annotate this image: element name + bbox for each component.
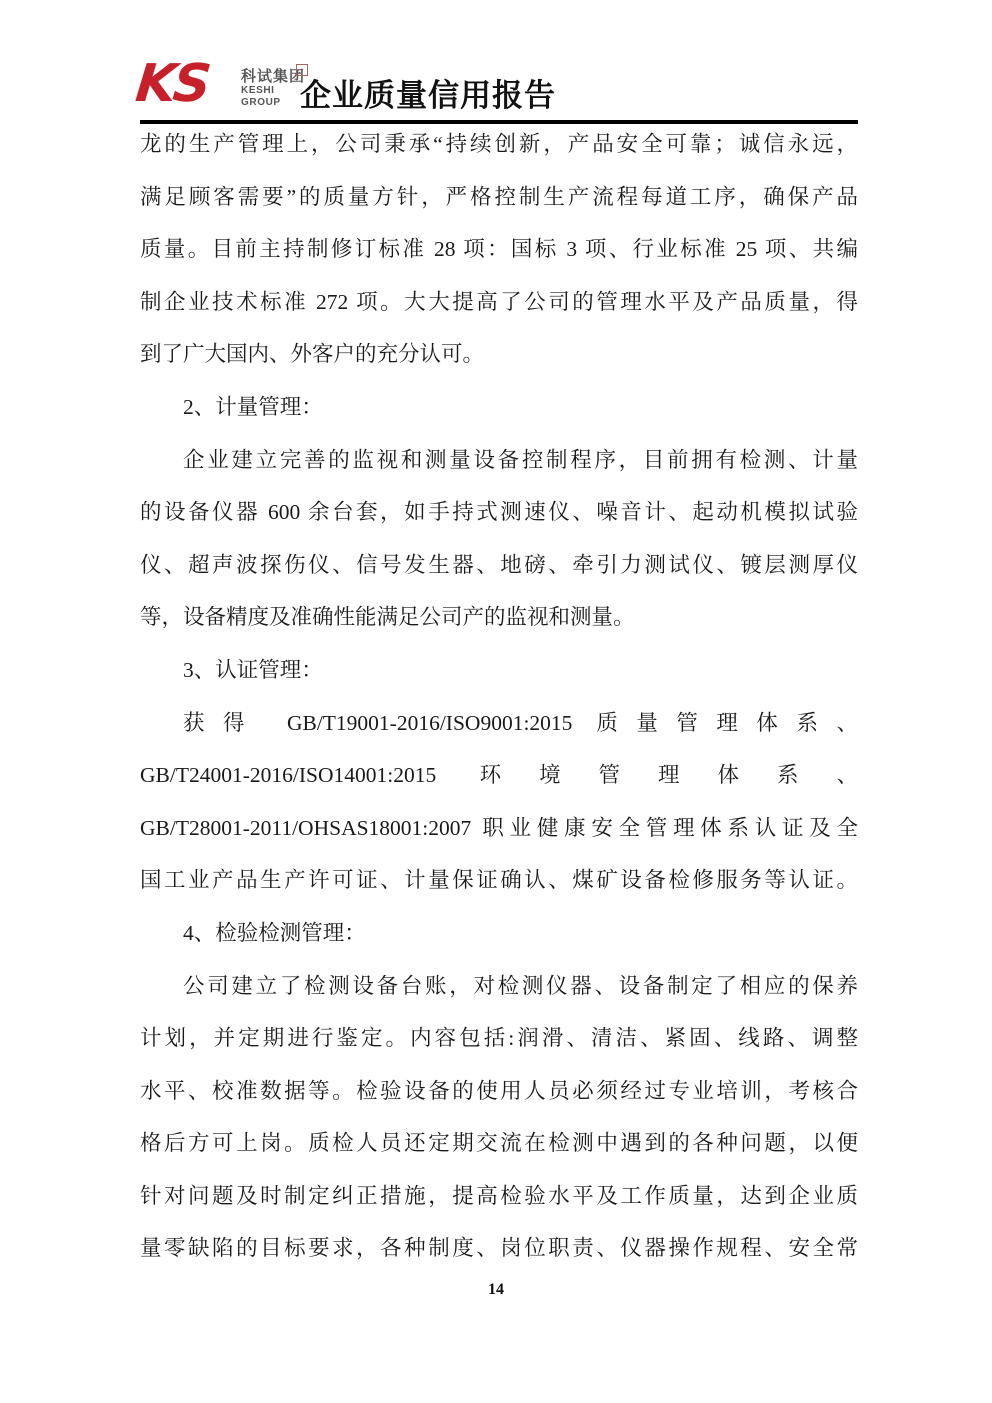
- text-line: 量零缺陷的目标要求，各种制度、岗位职责、仪器操作规程、安全常: [140, 1236, 858, 1261]
- text-line: 的设备仪器 600 余台套，如手持式测速仪、噪音计、起动机模拟试验: [140, 500, 858, 525]
- page-title: 企业质量信用报告: [300, 78, 556, 113]
- text-line: 国工业产品生产许可证、计量保证确认、煤矿设备检修服务等认证。: [140, 868, 858, 893]
- text-line: 水平、校准数据等。检验设备的使用人员必须经过专业培训，考核合: [140, 1078, 858, 1103]
- document-body: [140, 118, 858, 1275]
- company-name-english-line1: KESHI: [241, 85, 275, 96]
- page-number: 14: [488, 1281, 504, 1298]
- text-line: 到了广大国内、外客户的充分认可。: [140, 342, 485, 367]
- trademark-square-icon: [296, 64, 308, 76]
- keshi-ks-logo: KS: [132, 54, 211, 114]
- text-line: 获得 GB/T19001-2016/ISO9001:2015 质量管理体系、: [183, 710, 858, 735]
- text-line: 仪、超声波探伤仪、信号发生器、地磅、牵引力测试仪、镀层测厚仪: [140, 552, 858, 577]
- text-line: GB/T28001-2011/OHSAS18001:2007 职业健康安全管理体系认证及全: [140, 815, 858, 840]
- company-name-english-line2: GROUP: [241, 97, 281, 108]
- text-line: 3、认证管理：: [183, 657, 323, 682]
- text-line: 针对问题及时制定纠正措施，提高检验水平及工作质量，达到企业质: [140, 1183, 858, 1208]
- text-line: 满足顾客需要”的质量方针，严格控制生产流程每道工序，确保产品: [140, 184, 858, 209]
- text-line: 制企业技术标准 272 项。大大提高了公司的管理水平及产品质量，得: [140, 289, 858, 314]
- text-line: 计划，并定期进行鉴定。内容包括:润滑、清洁、紧固、线路、调整: [140, 1026, 858, 1051]
- text-line: 质量。目前主持制修订标准 28 项：国标 3 项、行业标准 25 项、共编: [140, 237, 858, 262]
- text-line: 公司建立了检测设备台账，对检测仪器、设备制定了相应的保养: [183, 973, 858, 998]
- text-line: 4、检验检测管理：: [183, 920, 366, 945]
- text-line: GB/T24001-2016/ISO14001:2015 环境管理体系、: [140, 763, 858, 788]
- text-line: 2、计量管理：: [183, 394, 323, 419]
- text-line: 龙的生产管理上，公司秉承“持续创新，产品安全可靠；诚信永远，: [140, 132, 858, 156]
- text-line: 企业建立完善的监视和测量设备控制程序，目前拥有检测、计量: [183, 447, 858, 472]
- text-line: 等，设备精度及准确性能满足公司产的监视和测量。: [140, 605, 635, 630]
- company-name-chinese: 科试集团: [241, 68, 306, 85]
- text-line: 格后方可上岗。质检人员还定期交流在检测中遇到的各种问题，以便: [140, 1131, 858, 1156]
